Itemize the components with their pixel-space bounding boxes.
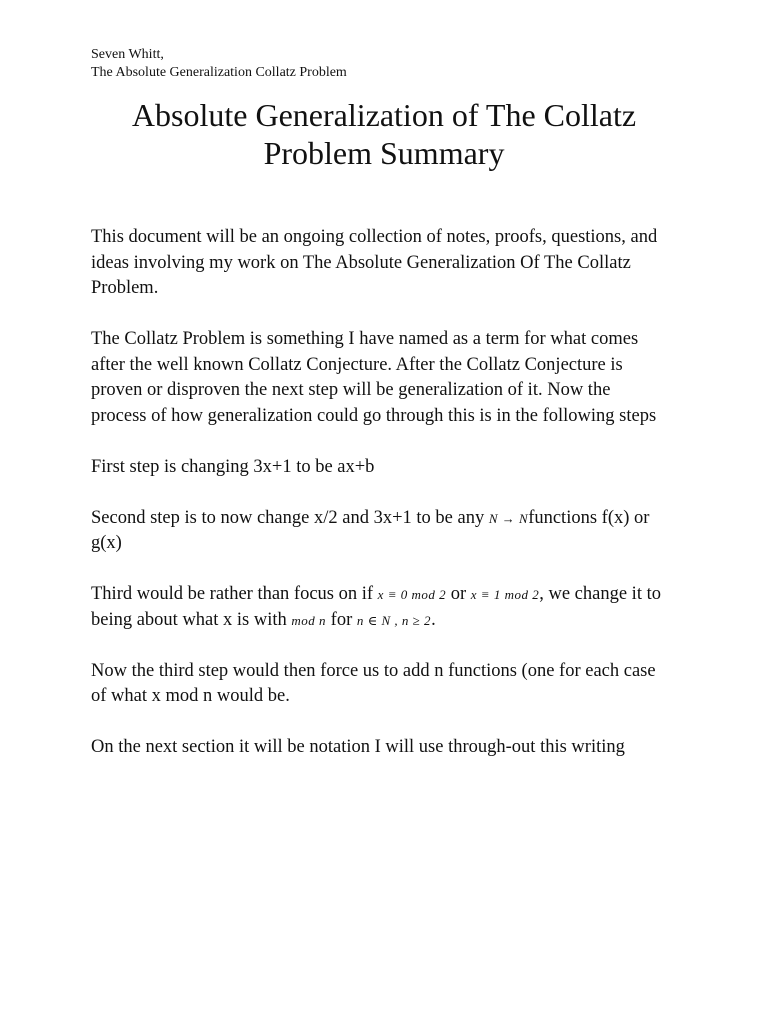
paragraph-line: On the next section it will be notation I will use through-out this writing: [91, 737, 625, 757]
document-title: [0, 96, 768, 172]
text-run: for: [326, 609, 357, 630]
text-run: Second step is to now change x/2 and 3x+1 to be any: [91, 507, 489, 528]
text-run: Third would be rather than focus on if: [91, 584, 378, 604]
paragraph-line: [91, 582, 691, 608]
paragraph-line: ideas involving my work on The Absolute Generalization Of The Collatz: [91, 252, 631, 273]
paragraph-line: First step is changing 3x+1 to be ax+b: [91, 456, 375, 477]
paragraph-line: The Collatz Problem is something I have named as a term for what comes: [91, 329, 639, 349]
paragraph-second-step: [91, 506, 691, 557]
paragraph-intro: [91, 225, 691, 302]
paragraph-line: g(x): [91, 533, 122, 553]
text-run: being about what x is with: [91, 609, 292, 630]
math-expression: x ≡ 1 mod 2: [470, 587, 540, 602]
paragraph-line: after the well known Collatz Conjecture. After the Collatz Conjecture is: [91, 354, 623, 375]
header-subtitle: The Absolute Generalization Collatz Problem: [91, 65, 347, 80]
paragraph-line: of what x mod n would be.: [91, 686, 290, 706]
paragraph-line: This document will be an ongoing collection of notes, proofs, questions, and: [91, 227, 658, 247]
paragraph-first-step: [91, 455, 691, 481]
paragraph-line: Now the third step would then force us to add n functions (one for each case: [91, 660, 656, 681]
math-expression: n ∈ N , n ≥ 2: [356, 612, 432, 628]
document-body: [91, 225, 691, 786]
text-run: or: [446, 584, 471, 604]
text-run: .: [431, 609, 436, 630]
text-run: , we change it to: [539, 584, 661, 604]
paragraph-third-step: [91, 582, 691, 633]
paragraph-n-functions: [91, 659, 691, 710]
paragraph-line: [91, 506, 691, 532]
text-run: functions f(x) or: [528, 507, 650, 528]
math-expression: mod n: [291, 612, 327, 628]
title-line-2: Problem Summary: [263, 135, 505, 171]
math-expression: x ≡ 0 mod 2: [377, 587, 447, 602]
math-expression: N → N: [488, 510, 529, 526]
document-header: [91, 46, 347, 82]
paragraph-collatz-problem: [91, 327, 691, 429]
author-name: Seven Whitt,: [91, 47, 164, 62]
title-line-1: Absolute Generalization of The Collatz: [131, 97, 637, 133]
paragraph-line: Problem.: [91, 278, 159, 298]
paragraph-line: proven or disproven the next step will be generalization of it. Now the: [91, 380, 611, 400]
paragraph-line: [91, 608, 691, 634]
paragraph-next-section: [91, 735, 691, 761]
paragraph-line: process of how generalization could go through this is in the following steps: [91, 405, 657, 426]
